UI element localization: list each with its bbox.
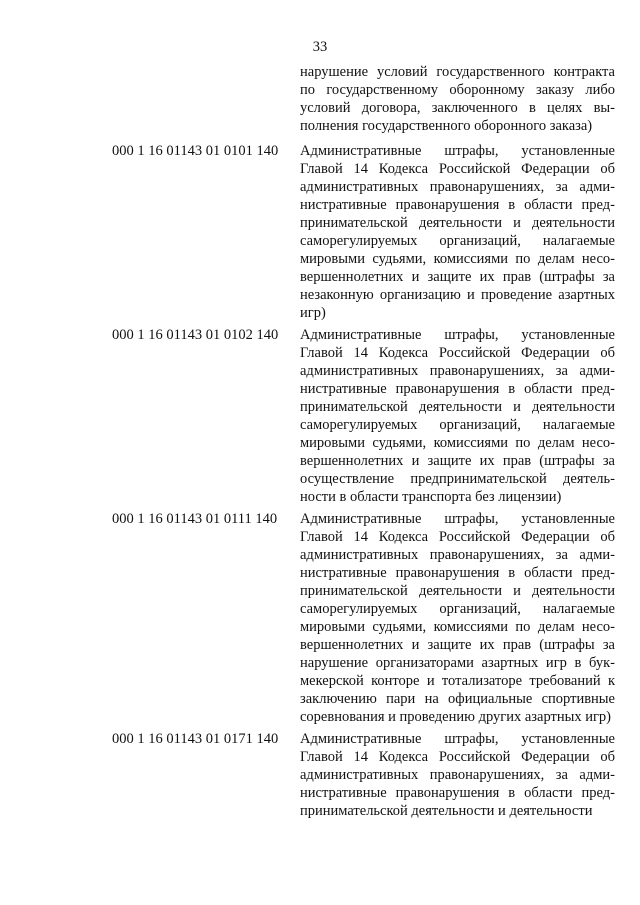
code-description: Административные штрафы, установленные Главой 14 Кодекса Российской Федерации об административных правонарушениях, за административные правонарушения в области предпринимательской деятельности и деятельности саморегулируемых организаций, налагаемые мировыми судьями, комиссиями по делам несовершеннолетних и защите их прав (штрафы за осуществление предпринимательской деятельности в области транспорта без лицензии) [300,327,615,505]
continued-description: нарушение условий государственного контракта по государственному оборонному заказу либо условий договора, заключенного в целях выполнения государственного оборонного заказа) [300,64,615,134]
table-row [112,326,615,506]
code-description: Административные штрафы, установленные Главой 14 Кодекса Российской Федерации об административных правонарушениях, за административные правонарушения в области предпринимательской деятельности и деятельности саморегулируемых организаций, налагаемые мировыми судьями, комиссиями по делам несовершеннолетних и защите их прав (штрафы за нарушение организаторами азартных игр в букмекерской конторе и тотализаторе требований к заключению пари на официальные спортивные соревнования и проведению других азартных игр) [300,511,615,725]
code-description: Административные штрафы, установленные Главой 14 Кодекса Российской Федерации об административных правонарушениях, за административные правонарушения в области предпринимательской деятельности и деятельности саморегулируемых организаций, налагаемые мировыми судьями, комиссиями по делам несовершеннолетних и защите их прав (штрафы за незаконную организацию и проведение азартных игр) [300,143,615,321]
table-row [112,510,615,726]
code-description: Административные штрафы, установленные Главой 14 Кодекса Российской Федерации об административных правонарушениях, за административные правонарушения в области предпринимательской деятельности и деятельности [300,731,615,819]
budget-code-table [112,142,615,824]
budget-code: 000 1 16 01143 01 0101 140 [112,143,279,159]
budget-code: 000 1 16 01143 01 0102 140 [112,327,279,343]
table-row [112,142,615,322]
budget-code: 000 1 16 01143 01 0171 140 [112,731,279,747]
budget-code: 000 1 16 01143 01 0111 140 [112,511,278,527]
table-row [112,730,615,820]
page-number: 33 [312,39,328,55]
